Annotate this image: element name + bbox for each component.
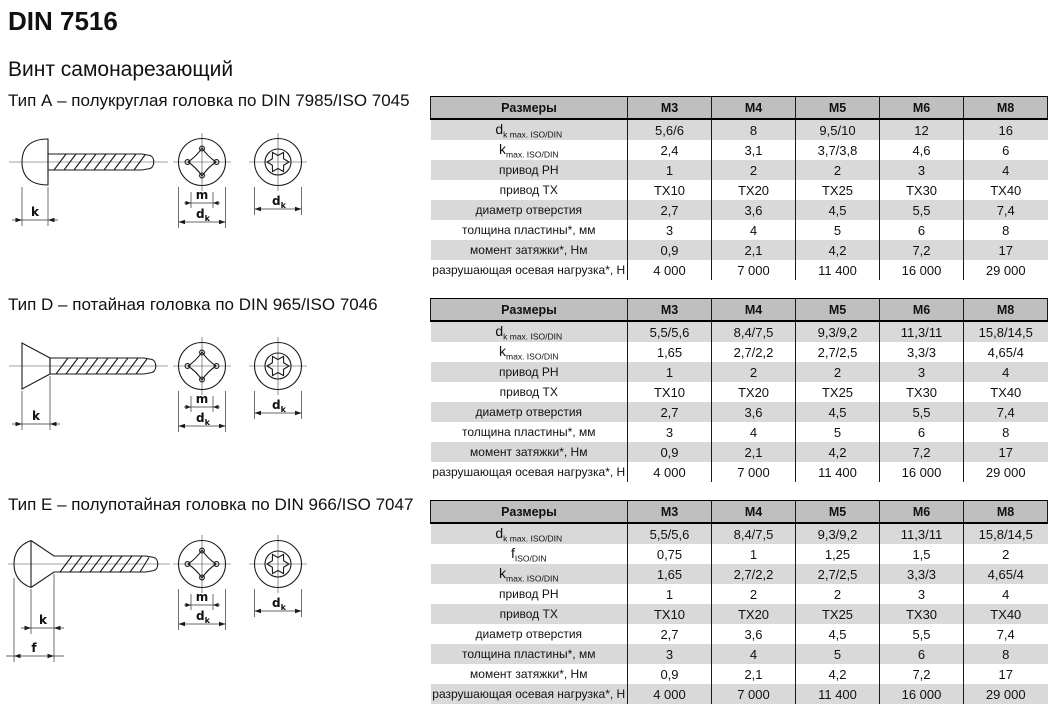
cell-value: 9,5/10 xyxy=(796,119,880,140)
type-d-screw-drawing xyxy=(6,320,316,438)
screw-side-view xyxy=(9,343,168,430)
size-column-header: M8 xyxy=(964,501,1048,524)
row-label: разрушающая осевая нагрузка*, Н xyxy=(432,263,626,277)
row-label: диаметр отверстия xyxy=(431,200,628,220)
cell-value: TX10 xyxy=(628,604,712,624)
cell-value: TX10 xyxy=(628,180,712,200)
row-label: разрушающая осевая нагрузка*, Н xyxy=(431,684,628,704)
table-row xyxy=(431,362,1048,382)
cell-value: 0,9 xyxy=(628,240,712,260)
cell-value: TX30 xyxy=(880,180,964,200)
dim-label-f: f xyxy=(31,641,37,655)
cell-value: 5 xyxy=(796,220,880,240)
size-column-header: M5 xyxy=(796,501,880,524)
dim-label-k: k xyxy=(32,409,40,423)
row-label: привод TX xyxy=(499,385,558,399)
cell-value: 4,65/4 xyxy=(964,342,1048,362)
row-label: $k_{max. ISO/DIN}$ xyxy=(499,342,559,362)
cell-value: 6 xyxy=(964,140,1048,160)
cell-value: 1,5 xyxy=(880,544,964,564)
cell-value: 2,7/2,2 xyxy=(712,564,796,584)
cell-value: 3,1 xyxy=(712,140,796,160)
cell-value: 0,9 xyxy=(628,664,712,684)
cell-value: 4,65/4 xyxy=(964,564,1048,584)
cell-value: TX40 xyxy=(964,382,1048,402)
row-label: толщина пластины*, мм xyxy=(462,223,596,237)
cell-value: 9,3/9,2 xyxy=(796,523,880,544)
size-column-header: M8 xyxy=(964,299,1048,322)
row-label: $d_{k max. ISO/DIN}$ xyxy=(431,523,628,544)
table-row xyxy=(431,664,1048,684)
cell-value: 16 000 xyxy=(880,462,964,482)
size-column-header: M3 xyxy=(628,299,712,322)
dim-label-dk: $d_k$ xyxy=(196,609,210,625)
cell-value: 2,7 xyxy=(628,624,712,644)
cell-value: 1 xyxy=(628,362,712,382)
cell-value: 8 xyxy=(964,422,1048,442)
dim-label-dk: $d_k$ xyxy=(196,207,210,223)
cell-value: 7,4 xyxy=(964,624,1048,644)
type-a-spec-table xyxy=(430,96,1048,280)
cell-value: 1 xyxy=(712,544,796,564)
row-label: $k_{max. ISO/DIN}$ xyxy=(431,564,628,584)
sizes-header: Размеры xyxy=(431,97,628,120)
size-column-header: M4 xyxy=(712,97,796,120)
row-label: момент затяжки*, Нм xyxy=(431,442,628,462)
cell-value: TX25 xyxy=(796,382,880,402)
cell-value: TX20 xyxy=(712,604,796,624)
cell-value: 4,6 xyxy=(880,140,964,160)
dim-label-m: m xyxy=(195,188,209,202)
cell-value: 7,4 xyxy=(964,402,1048,422)
table-row xyxy=(431,342,1048,362)
table-row xyxy=(431,140,1048,160)
row-label: привод PH xyxy=(431,160,628,180)
cell-value: 4,5 xyxy=(796,200,880,220)
cell-value: 2 xyxy=(712,584,796,604)
table-row xyxy=(431,321,1048,342)
cell-value: 1,25 xyxy=(796,544,880,564)
cell-value: 2,7/2,2 xyxy=(712,342,796,362)
cell-value: 2 xyxy=(796,362,880,382)
cell-value: 2,1 xyxy=(712,442,796,462)
size-column-header: M6 xyxy=(880,299,964,322)
cell-value: 2 xyxy=(796,160,880,180)
cell-value: TX10 xyxy=(628,382,712,402)
cell-value: 2 xyxy=(964,544,1048,564)
header-row xyxy=(431,299,1048,322)
table-row xyxy=(431,544,1048,564)
cell-value: 8 xyxy=(964,220,1048,240)
table-row xyxy=(431,180,1048,200)
size-column-header: M4 xyxy=(712,299,796,322)
row-label: привод PH xyxy=(431,362,628,382)
cell-value: 8,4/7,5 xyxy=(712,321,796,342)
cell-value: 4,2 xyxy=(796,240,880,260)
cell-value: TX20 xyxy=(712,382,796,402)
page-subtitle: Винт самонарезающий xyxy=(8,58,234,81)
type-e-screw-drawing xyxy=(6,518,316,670)
cell-value: 15,8/14,5 xyxy=(964,523,1048,544)
row-label: диаметр отверстия xyxy=(431,402,628,422)
cell-value: TX25 xyxy=(796,180,880,200)
cell-value: 2 xyxy=(796,584,880,604)
cell-value: 3 xyxy=(628,422,712,442)
phillips-recess-view xyxy=(173,535,231,630)
table-row xyxy=(431,684,1048,704)
row-label: $k_{max. ISO/DIN}$ xyxy=(499,140,559,160)
table-row xyxy=(431,382,1048,402)
cell-value: TX40 xyxy=(964,180,1048,200)
cell-value: 5,5/5,6 xyxy=(628,523,712,544)
cell-value: 6 xyxy=(880,220,964,240)
type-a-screw-drawing xyxy=(6,116,316,234)
cell-value: 5,5 xyxy=(880,624,964,644)
cell-value: 3,6 xyxy=(712,200,796,220)
dim-label-dk: $d_k$ xyxy=(272,398,286,414)
cell-value: 3 xyxy=(880,362,964,382)
cell-value: 1,65 xyxy=(628,342,712,362)
cell-value: 5,5 xyxy=(880,200,964,220)
cell-value: 7,2 xyxy=(880,664,964,684)
cell-value: 2,7 xyxy=(628,402,712,422)
screw-side-view xyxy=(9,139,168,226)
cell-value: TX30 xyxy=(880,382,964,402)
cell-value: 4 xyxy=(712,644,796,664)
cell-value: 3,3/3 xyxy=(880,342,964,362)
cell-value: 15,8/14,5 xyxy=(964,321,1048,342)
cell-value: 8 xyxy=(964,644,1048,664)
cell-value: 11,3/11 xyxy=(880,321,964,342)
dim-label-dk: $d_k$ xyxy=(272,194,286,210)
row-label: момент затяжки*, Нм xyxy=(470,667,588,681)
cell-value: 5,5 xyxy=(880,402,964,422)
cell-value: TX25 xyxy=(796,604,880,624)
dim-label-m: m xyxy=(195,392,209,406)
row-label: толщина пластины*, мм xyxy=(462,425,596,439)
cell-value: 1,65 xyxy=(628,564,712,584)
table-row xyxy=(431,564,1048,584)
cell-value: 16 xyxy=(964,119,1048,140)
cell-value: 4 000 xyxy=(628,462,712,482)
section-heading-type-e: Тип Е – полупотайная головка по DIN 966/ISO 7047 xyxy=(8,495,414,514)
cell-value: 4 xyxy=(964,584,1048,604)
cell-value: 4 xyxy=(964,160,1048,180)
table-row xyxy=(431,422,1048,442)
cell-value: 7,2 xyxy=(880,442,964,462)
cell-value: 2 xyxy=(712,160,796,180)
cell-value: 4 xyxy=(712,220,796,240)
row-label: диаметр отверстия xyxy=(475,627,583,641)
screw-side-view xyxy=(6,541,170,663)
cell-value: 4 000 xyxy=(628,684,712,704)
section-heading-type-d: Тип D – потайная головка по DIN 965/ISO 7046 xyxy=(8,295,378,314)
type-e-spec-table xyxy=(430,500,1048,704)
type-d-spec-table xyxy=(430,298,1048,482)
dim-label-dk: $d_k$ xyxy=(272,596,286,612)
cell-value: 12 xyxy=(880,119,964,140)
size-column-header: M6 xyxy=(880,501,964,524)
size-column-header: M3 xyxy=(628,501,712,524)
table-row xyxy=(431,604,1048,624)
cell-value: 11 400 xyxy=(796,684,880,704)
cell-value: 1 xyxy=(628,584,712,604)
size-column-header: M3 xyxy=(628,97,712,120)
cell-value: TX20 xyxy=(712,180,796,200)
table-row xyxy=(431,523,1048,544)
phillips-recess-view xyxy=(173,133,231,228)
cell-value: 5 xyxy=(796,422,880,442)
cell-value: 3,6 xyxy=(712,402,796,422)
sizes-header: Размеры xyxy=(431,501,628,524)
cell-value: 4 xyxy=(964,362,1048,382)
cell-value: 4,5 xyxy=(796,624,880,644)
dim-label-dk: $d_k$ xyxy=(196,411,210,427)
row-label: привод TX xyxy=(431,604,628,624)
table-row xyxy=(431,462,1048,482)
cell-value: 3,3/3 xyxy=(880,564,964,584)
page-title: DIN 7516 xyxy=(8,6,118,36)
row-label: $d_{k max. ISO/DIN}$ xyxy=(431,321,628,342)
cell-value: 3 xyxy=(628,220,712,240)
table-row xyxy=(431,160,1048,180)
size-column-header: M6 xyxy=(880,97,964,120)
cell-value: 2,1 xyxy=(712,240,796,260)
cell-value: 11,3/11 xyxy=(880,523,964,544)
torx-recess-view xyxy=(249,337,307,419)
cell-value: 7,2 xyxy=(880,240,964,260)
row-label: толщина пластины*, мм xyxy=(431,644,628,664)
cell-value: 0,75 xyxy=(628,544,712,564)
size-column-header: M4 xyxy=(712,501,796,524)
cell-value: 4,2 xyxy=(796,442,880,462)
cell-value: 4,5 xyxy=(796,402,880,422)
cell-value: 2,7/2,5 xyxy=(796,564,880,584)
table-row xyxy=(431,220,1048,240)
cell-value: 17 xyxy=(964,442,1048,462)
torx-recess-view xyxy=(249,133,307,215)
size-column-header: M5 xyxy=(796,97,880,120)
cell-value: 3 xyxy=(628,644,712,664)
cell-value: 6 xyxy=(880,644,964,664)
cell-value: 6 xyxy=(880,422,964,442)
cell-value: 16 000 xyxy=(880,260,964,280)
table-row xyxy=(431,200,1048,220)
cell-value: 7 000 xyxy=(712,260,796,280)
dim-label-k: k xyxy=(39,613,47,627)
table-row xyxy=(431,584,1048,604)
table-row xyxy=(431,442,1048,462)
cell-value: 11 400 xyxy=(796,260,880,280)
cell-value: 0,9 xyxy=(628,442,712,462)
table-row xyxy=(431,119,1048,140)
cell-value: 29 000 xyxy=(964,684,1048,704)
cell-value: 17 xyxy=(964,240,1048,260)
dim-label-m: m xyxy=(195,590,209,604)
cell-value: 1 xyxy=(628,160,712,180)
table-row xyxy=(431,402,1048,422)
row-label: разрушающая осевая нагрузка*, Н xyxy=(432,465,626,479)
cell-value: 5 xyxy=(796,644,880,664)
cell-value: 29 000 xyxy=(964,260,1048,280)
section-heading-type-a: Тип А – полукруглая головка по DIN 7985/ISO 7045 xyxy=(8,91,410,110)
cell-value: 9,3/9,2 xyxy=(796,321,880,342)
row-label: момент затяжки*, Нм xyxy=(431,240,628,260)
header-row xyxy=(431,97,1048,120)
cell-value: TX30 xyxy=(880,604,964,624)
dim-label-k: k xyxy=(31,205,39,219)
table-row xyxy=(431,240,1048,260)
phillips-recess-view xyxy=(173,337,231,432)
header-row xyxy=(431,501,1048,524)
cell-value: 2,7 xyxy=(628,200,712,220)
row-label: привод TX xyxy=(499,183,558,197)
cell-value: 3 xyxy=(880,584,964,604)
cell-value: TX40 xyxy=(964,604,1048,624)
table-row xyxy=(431,260,1048,280)
cell-value: 4 xyxy=(712,422,796,442)
size-column-header: M5 xyxy=(796,299,880,322)
cell-value: 5,5/5,6 xyxy=(628,321,712,342)
cell-value: 3,7/3,8 xyxy=(796,140,880,160)
cell-value: 7,4 xyxy=(964,200,1048,220)
table-row xyxy=(431,644,1048,664)
torx-recess-view xyxy=(249,535,307,617)
cell-value: 2 xyxy=(712,362,796,382)
cell-value: 4,2 xyxy=(796,664,880,684)
cell-value: 3 xyxy=(880,160,964,180)
row-label: $f_{ISO/DIN}$ xyxy=(510,544,547,564)
cell-value: 29 000 xyxy=(964,462,1048,482)
cell-value: 3,6 xyxy=(712,624,796,644)
cell-value: 8,4/7,5 xyxy=(712,523,796,544)
cell-value: 4 000 xyxy=(628,260,712,280)
cell-value: 7 000 xyxy=(712,462,796,482)
size-column-header: M8 xyxy=(964,97,1048,120)
cell-value: 17 xyxy=(964,664,1048,684)
sizes-header: Размеры xyxy=(431,299,628,322)
row-label: $d_{k max. ISO/DIN}$ xyxy=(431,119,628,140)
row-label: привод PH xyxy=(498,587,559,601)
cell-value: 16 000 xyxy=(880,684,964,704)
cell-value: 2,4 xyxy=(628,140,712,160)
table-row xyxy=(431,624,1048,644)
cell-value: 5,6/6 xyxy=(628,119,712,140)
cell-value: 2,7/2,5 xyxy=(796,342,880,362)
cell-value: 11 400 xyxy=(796,462,880,482)
cell-value: 7 000 xyxy=(712,684,796,704)
cell-value: 2,1 xyxy=(712,664,796,684)
cell-value: 8 xyxy=(712,119,796,140)
